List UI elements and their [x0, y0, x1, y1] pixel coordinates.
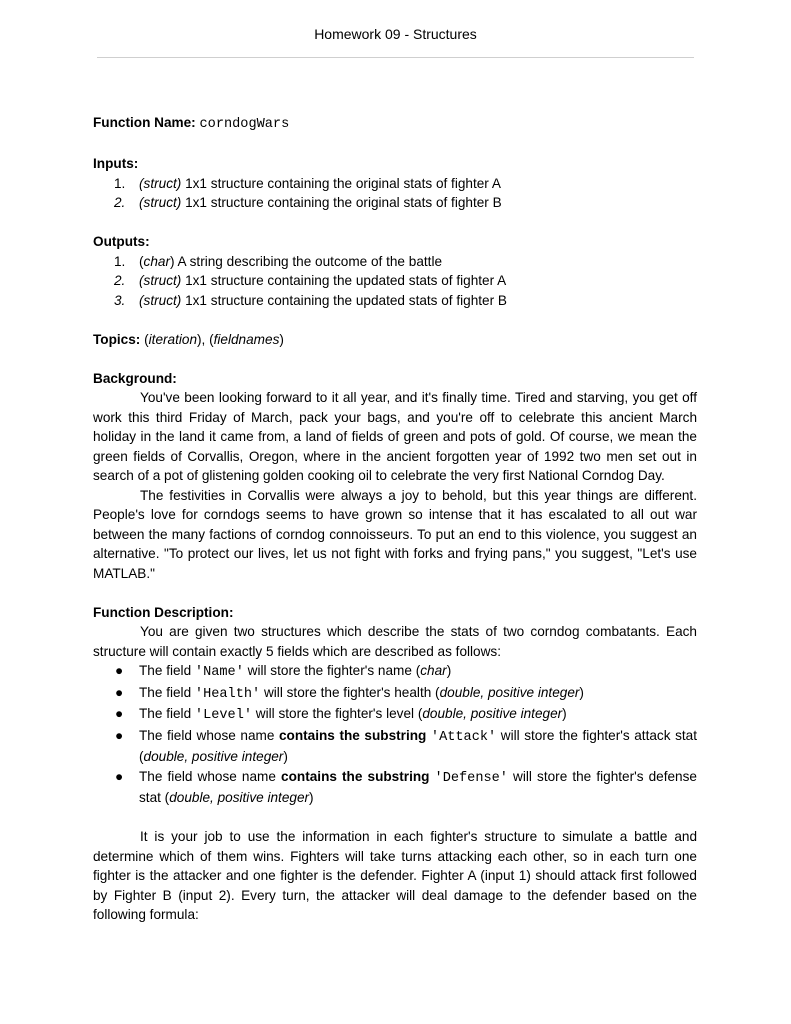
bullet-icon: ● [115, 663, 124, 678]
list-item: ● The field whose name contains the substring 'Defense' will store the fighter's defense stat (double, positive integer) [115, 768, 697, 805]
topics-line: Topics: (iteration), (fieldnames) [93, 331, 284, 347]
fields-list [93, 661, 697, 808]
topics-label: Topics: [93, 331, 141, 347]
inputs-section [93, 154, 697, 213]
outputs-list [93, 252, 697, 311]
list-item: ● The field 'Health' will store the fighter's health (double, positive integer) [115, 684, 584, 702]
bullet-icon: ● [115, 684, 124, 700]
bullet-icon: ● [115, 706, 124, 721]
list-item: 2. (struct) 1x1 structure containing the updated stats of fighter A [114, 273, 507, 288]
bullet-icon: ● [115, 768, 124, 784]
topic-iteration: iteration [148, 331, 198, 347]
outputs-heading: Outputs: [93, 234, 150, 249]
function-name-line [93, 113, 697, 135]
function-name-value: corndogWars [199, 117, 290, 132]
background-paragraph-2: The festivities in Corvallis were always a joy to behold, but this year things are different. People's love for corndogs seems to have grown so intense that it has escalated to all out war between the many factions of corndog connoisseurs. To put an end to this violence, you suggest an alternative. "To protect our lives, let us not fight with forks and frying pans," you suggest, "Let's use MATLAB." [93, 487, 697, 581]
list-item: 1. (struct) 1x1 structure containing the original stats of fighter A [114, 175, 501, 191]
background-heading: Background: [93, 370, 177, 386]
inputs-list [93, 174, 697, 213]
background-section [93, 369, 697, 584]
inputs-heading: Inputs: [93, 156, 139, 171]
description-heading: Function Description: [93, 604, 234, 620]
description-intro: You are given two structures which describe the stats of two corndog combatants. Each structure will contain exactly 5 fields which are described as follows: [93, 624, 697, 659]
page-header: Homework 09 - Structures [314, 26, 477, 42]
topic-fieldnames: fieldnames [213, 331, 280, 347]
list-item: ● The field 'Name' will store the fighter's name (char) [115, 663, 452, 680]
list-item: ● The field whose name contains the substring 'Attack' will store the fighter's attack stat (double, positive integer) [115, 727, 697, 764]
list-item: 2. (struct) 1x1 structure containing the original stats of fighter B [114, 195, 502, 210]
description-closing: It is your job to use the information in each fighter's structure to simulate a battle and determine which of them wins. Fighters will take turns attacking each other, so in each turn one fighter is the attacker and one fighter is the defender. Fighter A (input 1) should attack first followed by Fighter B (input 2). Every turn, the attacker will deal damage to the defender based on the following formula: [93, 829, 697, 922]
function-name-label: Function Name: [93, 115, 196, 130]
document-body [93, 113, 697, 925]
background-paragraph-1: You've been looking forward to it all year, and it's finally time. Tired and starving, you get off work this third Friday of March, pack your bags, and you're off to celebrate this ancient March holiday in the land it came from, a land of fields of green and pots of gold. Of course, we mean the green fields of Corvallis, Oregon, where in the ancient forgotten year of 1992 two men set out in search of a pot of glistening golden cooking oil to celebrate the very first National Corndog Day. [93, 390, 697, 483]
list-item: ● The field 'Level' will store the fighter's level (double, positive integer) [115, 706, 567, 723]
bullet-icon: ● [115, 727, 124, 743]
outputs-section [93, 232, 697, 310]
list-item: 3. (struct) 1x1 structure containing the updated stats of fighter B [114, 292, 507, 308]
list-item: 1. (char) A string describing the outcome of the battle [114, 253, 443, 269]
header-divider [97, 57, 694, 58]
function-description-section [93, 603, 697, 925]
